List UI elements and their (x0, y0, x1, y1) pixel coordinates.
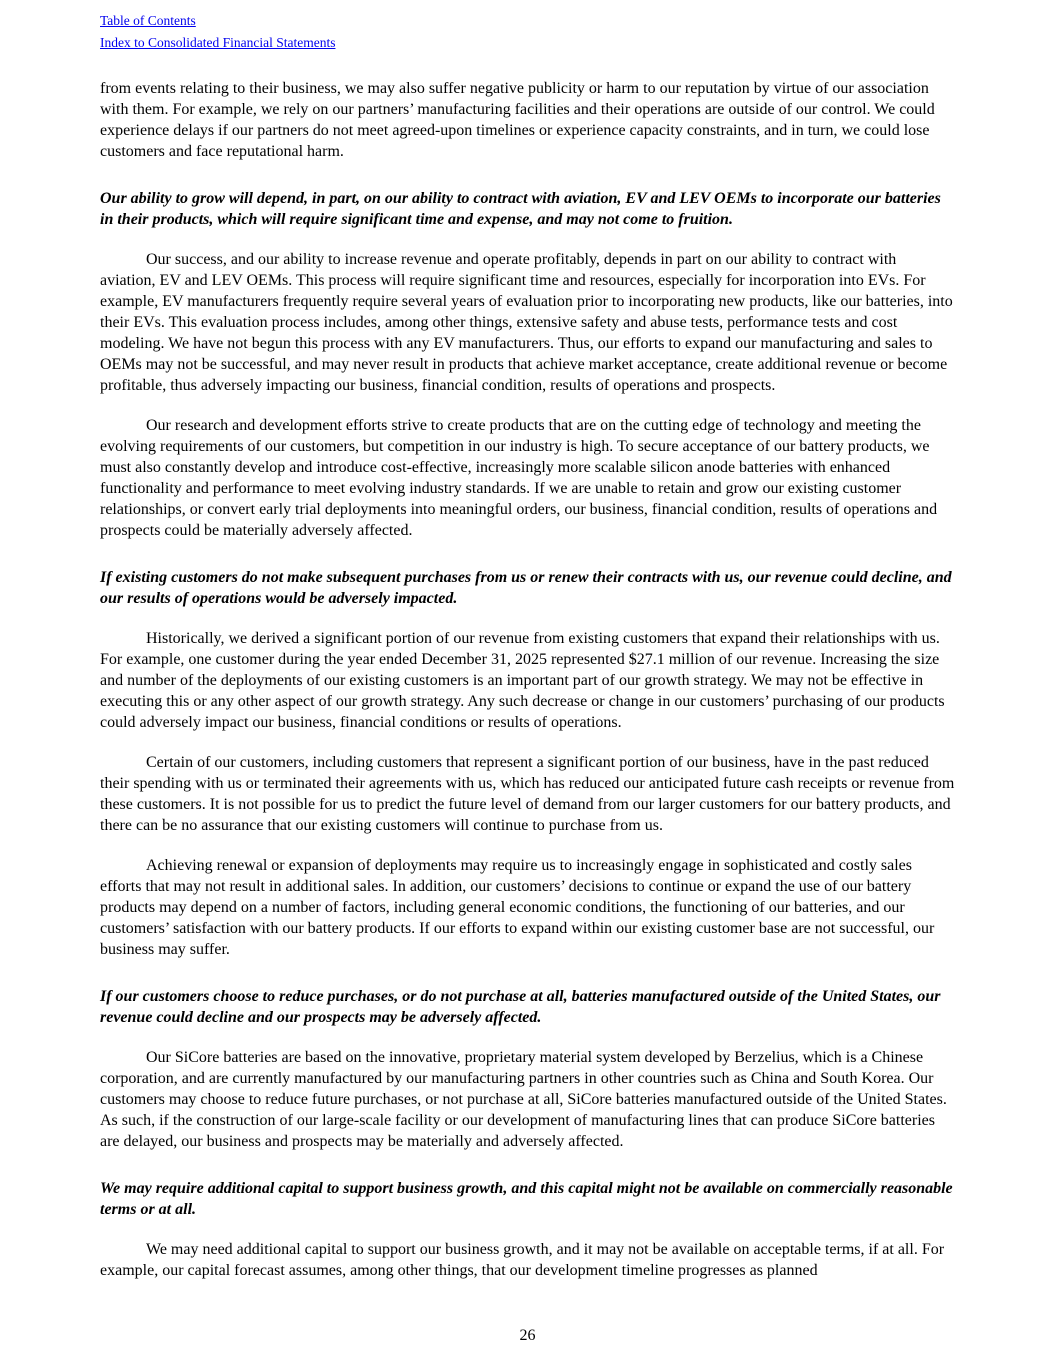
document-header (100, 10, 955, 54)
paragraph: Certain of our customers, including customers that represent a significant portion of our business, have in the past reduced their spending with us or terminated their agreements with us, which has reduced our anticipated future cash receipts or revenue from these customers. It is not possible for us to predict the future level of demand from our larger customers for our battery products, and there can be no assurance that our existing customers will continue to purchase from us. (100, 754, 955, 834)
paragraph: Our research and development efforts strive to create products that are on the cutting edge of technology and meeting the evolving requirements of our customers, but competition in our industry is high. To secure acceptance of our battery products, we must also constantly develop and introduce cost-effective, increasingly more scalable silicon anode batteries with enhanced functionality and performance to meet evolving industry standards. If we are unable to retain and grow our existing customer relationships, or convert early trial deployments into meaningful orders, our business, financial condition, results of operations and prospects could be materially adversely affected. (100, 417, 938, 539)
paragraph: Our success, and our ability to increase revenue and operate profitably, depends in part on our ability to contract with aviation, EV and LEV OEMs. This process will require significant time and resources, especially for incorporation into EVs. For example, EV manufacturers frequently require several years of evaluation prior to incorporating new products, like our batteries, into their EVs. This evaluation process includes, among other things, extensive safety and abuse tests, performance tests and cost modeling. We have not begun this process with any EV manufacturers. Thus, our efforts to expand our manufacturing and sales to OEMs may not be successful, and may never result in products that achieve market acceptance, create additional revenue or become profitable, thus adversely impacting our business, financial condition, results of operations and prospects. (100, 251, 953, 394)
paragraph: Our SiCore batteries are based on the innovative, proprietary material system developed by Berzelius, which is a Chinese corporation, and are currently manufactured by our manufacturing partners in other countries such as China and South Korea. Our customers may choose to reduce future purchases, or not purchase at all, SiCore batteries manufactured outside of the United States. As such, if the construction of our large-scale facility or our development of manufacturing lines that can produce SiCore batteries are delayed, our business and prospects may be materially and adversely affected. (100, 1049, 947, 1150)
paragraph: Historically, we derived a significant portion of our revenue from existing customers that expand their relationships with us. For example, one customer during the year ended December 31, 2025 represented $27.1 million of our revenue. Increasing the size and number of the deployments of our existing customers is an important part of our growth strategy. We may not be effective in executing this or any other aspect of our growth strategy. Any such decrease or change in our customers’ purchasing of our products could adversely impact our business, financial conditions or results of operations. (100, 630, 945, 731)
paragraph: We may need additional capital to support our business growth, and it may not be available on acceptable terms, if at all. For example, our capital forecast assumes, among other things, that our development timeline progresses as planned (100, 1241, 945, 1279)
risk-factor-heading-outside-us-batteries: If our customers choose to reduce purchases, or do not purchase at all, batteries manufactured outside of the United States, our revenue could decline and our prospects may be adversely affected. (100, 988, 941, 1026)
document-footer (100, 1313, 955, 1365)
risk-factor-heading-existing-customers: If existing customers do not make subsequent purchases from us or renew their contracts with us, our revenue could decline, and our results of operations would be adversely impacted. (100, 569, 952, 607)
risk-factor-heading-oem-contracts: Our ability to grow will depend, in part, on our ability to contract with aviation, EV and LEV OEMs to incorporate our batteries in their products, which will require significant time and expense, and may not come to fruition. (100, 190, 941, 228)
table-of-contents-link[interactable]: Table of Contents (100, 13, 196, 28)
document-body (100, 78, 955, 1300)
risk-factor-heading-additional-capital: We may require additional capital to support business growth, and this capital might not be available on commercially reasonable terms or at all. (100, 1180, 953, 1218)
paragraph: Achieving renewal or expansion of deployments may require us to increasingly engage in sophisticated and costly sales efforts that may not result in additional sales. In addition, our customers’ decisions to continue or expand the use of our battery products may depend on a number of factors, including general economic conditions, the functioning of our batteries, and our customers’ satisfaction with our battery products. If our efforts to expand within our existing customer base are not successful, our business may suffer. (100, 857, 935, 958)
index-to-consolidated-financial-statements-link[interactable]: Index to Consolidated Financial Statements (100, 35, 336, 50)
page-number: 26 (519, 1327, 536, 1344)
paragraph-continuation: from events relating to their business, we may also suffer negative publicity or harm to our reputation by virtue of our association with them. For example, we rely on our partners’ manufacturing facilities and their operations are outside of our control. We could experience delays if our partners do not meet agreed-upon timelines or experience capacity constraints, and in turn, we could lose customers and face reputational harm. (100, 80, 935, 160)
